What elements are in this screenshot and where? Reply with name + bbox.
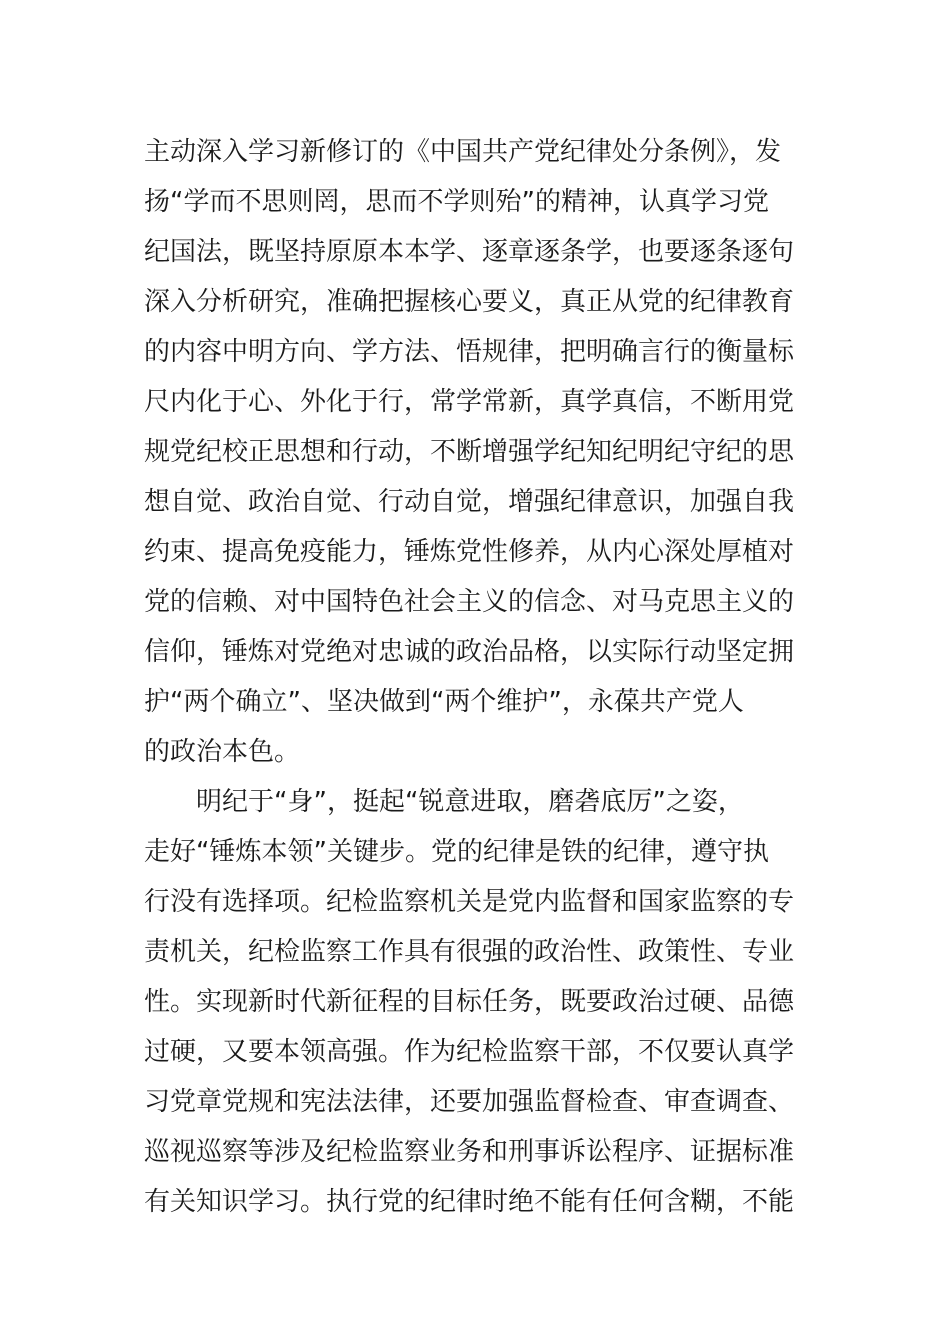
text-line: 党的信赖、对中国特色社会主义的信念、对马克思主义的 bbox=[144, 587, 795, 617]
text-line: 护“两个确立”、坚决做到“两个维护”，永葆共产党人 bbox=[144, 687, 744, 717]
text-line: 有关知识学习。执行党的纪律时绝不能有任何含糊，不能 bbox=[144, 1187, 795, 1217]
text-line: 尺内化于心、外化于行，常学常新，真学真信，不断用党 bbox=[144, 387, 795, 417]
text-line: 过硬，又要本领高强。作为纪检监察干部，不仅要认真学 bbox=[144, 1037, 795, 1067]
document-body bbox=[144, 127, 824, 1227]
text-line: 习党章党规和宪法法律，还要加强监督检查、审查调查、 bbox=[144, 1087, 795, 1117]
text-line: 扬“学而不思则罔，思而不学则殆”的精神，认真学习党 bbox=[144, 187, 769, 217]
text-line: 主动深入学习新修订的《中国共产党纪律处分条例》，发 bbox=[144, 137, 782, 167]
paragraph bbox=[144, 777, 824, 1227]
text-line: 的内容中明方向、学方法、悟规律，把明确言行的衡量标 bbox=[144, 337, 795, 367]
text-line: 巡视巡察等涉及纪检监察业务和刑事诉讼程序、证据标准 bbox=[144, 1137, 795, 1167]
text-line: 明纪于“身”，挺起“锐意进取，磨砻底厉”之姿， bbox=[196, 787, 744, 817]
text-line: 的政治本色。 bbox=[144, 737, 301, 767]
text-line: 纪国法，既坚持原原本本学、逐章逐条学，也要逐条逐句 bbox=[144, 237, 795, 267]
text-line: 走好“锤炼本领”关键步。党的纪律是铁的纪律，遵守执 bbox=[144, 837, 769, 867]
paragraph bbox=[144, 127, 824, 777]
text-line: 责机关，纪检监察工作具有很强的政治性、政策性、专业 bbox=[144, 937, 795, 967]
text-line: 想自觉、政治自觉、行动自觉，增强纪律意识，加强自我 bbox=[144, 487, 795, 517]
text-line: 约束、提高免疫能力，锤炼党性修养，从内心深处厚植对 bbox=[144, 537, 795, 567]
text-line: 深入分析研究，准确把握核心要义，真正从党的纪律教育 bbox=[144, 287, 795, 317]
text-line: 行没有选择项。纪检监察机关是党内监督和国家监察的专 bbox=[144, 887, 795, 917]
text-line: 规党纪校正思想和行动，不断增强学纪知纪明纪守纪的思 bbox=[144, 437, 795, 467]
text-line: 信仰，锤炼对党绝对忠诚的政治品格，以实际行动坚定拥 bbox=[144, 637, 795, 667]
text-line: 性。实现新时代新征程的目标任务，既要政治过硬、品德 bbox=[144, 987, 795, 1017]
